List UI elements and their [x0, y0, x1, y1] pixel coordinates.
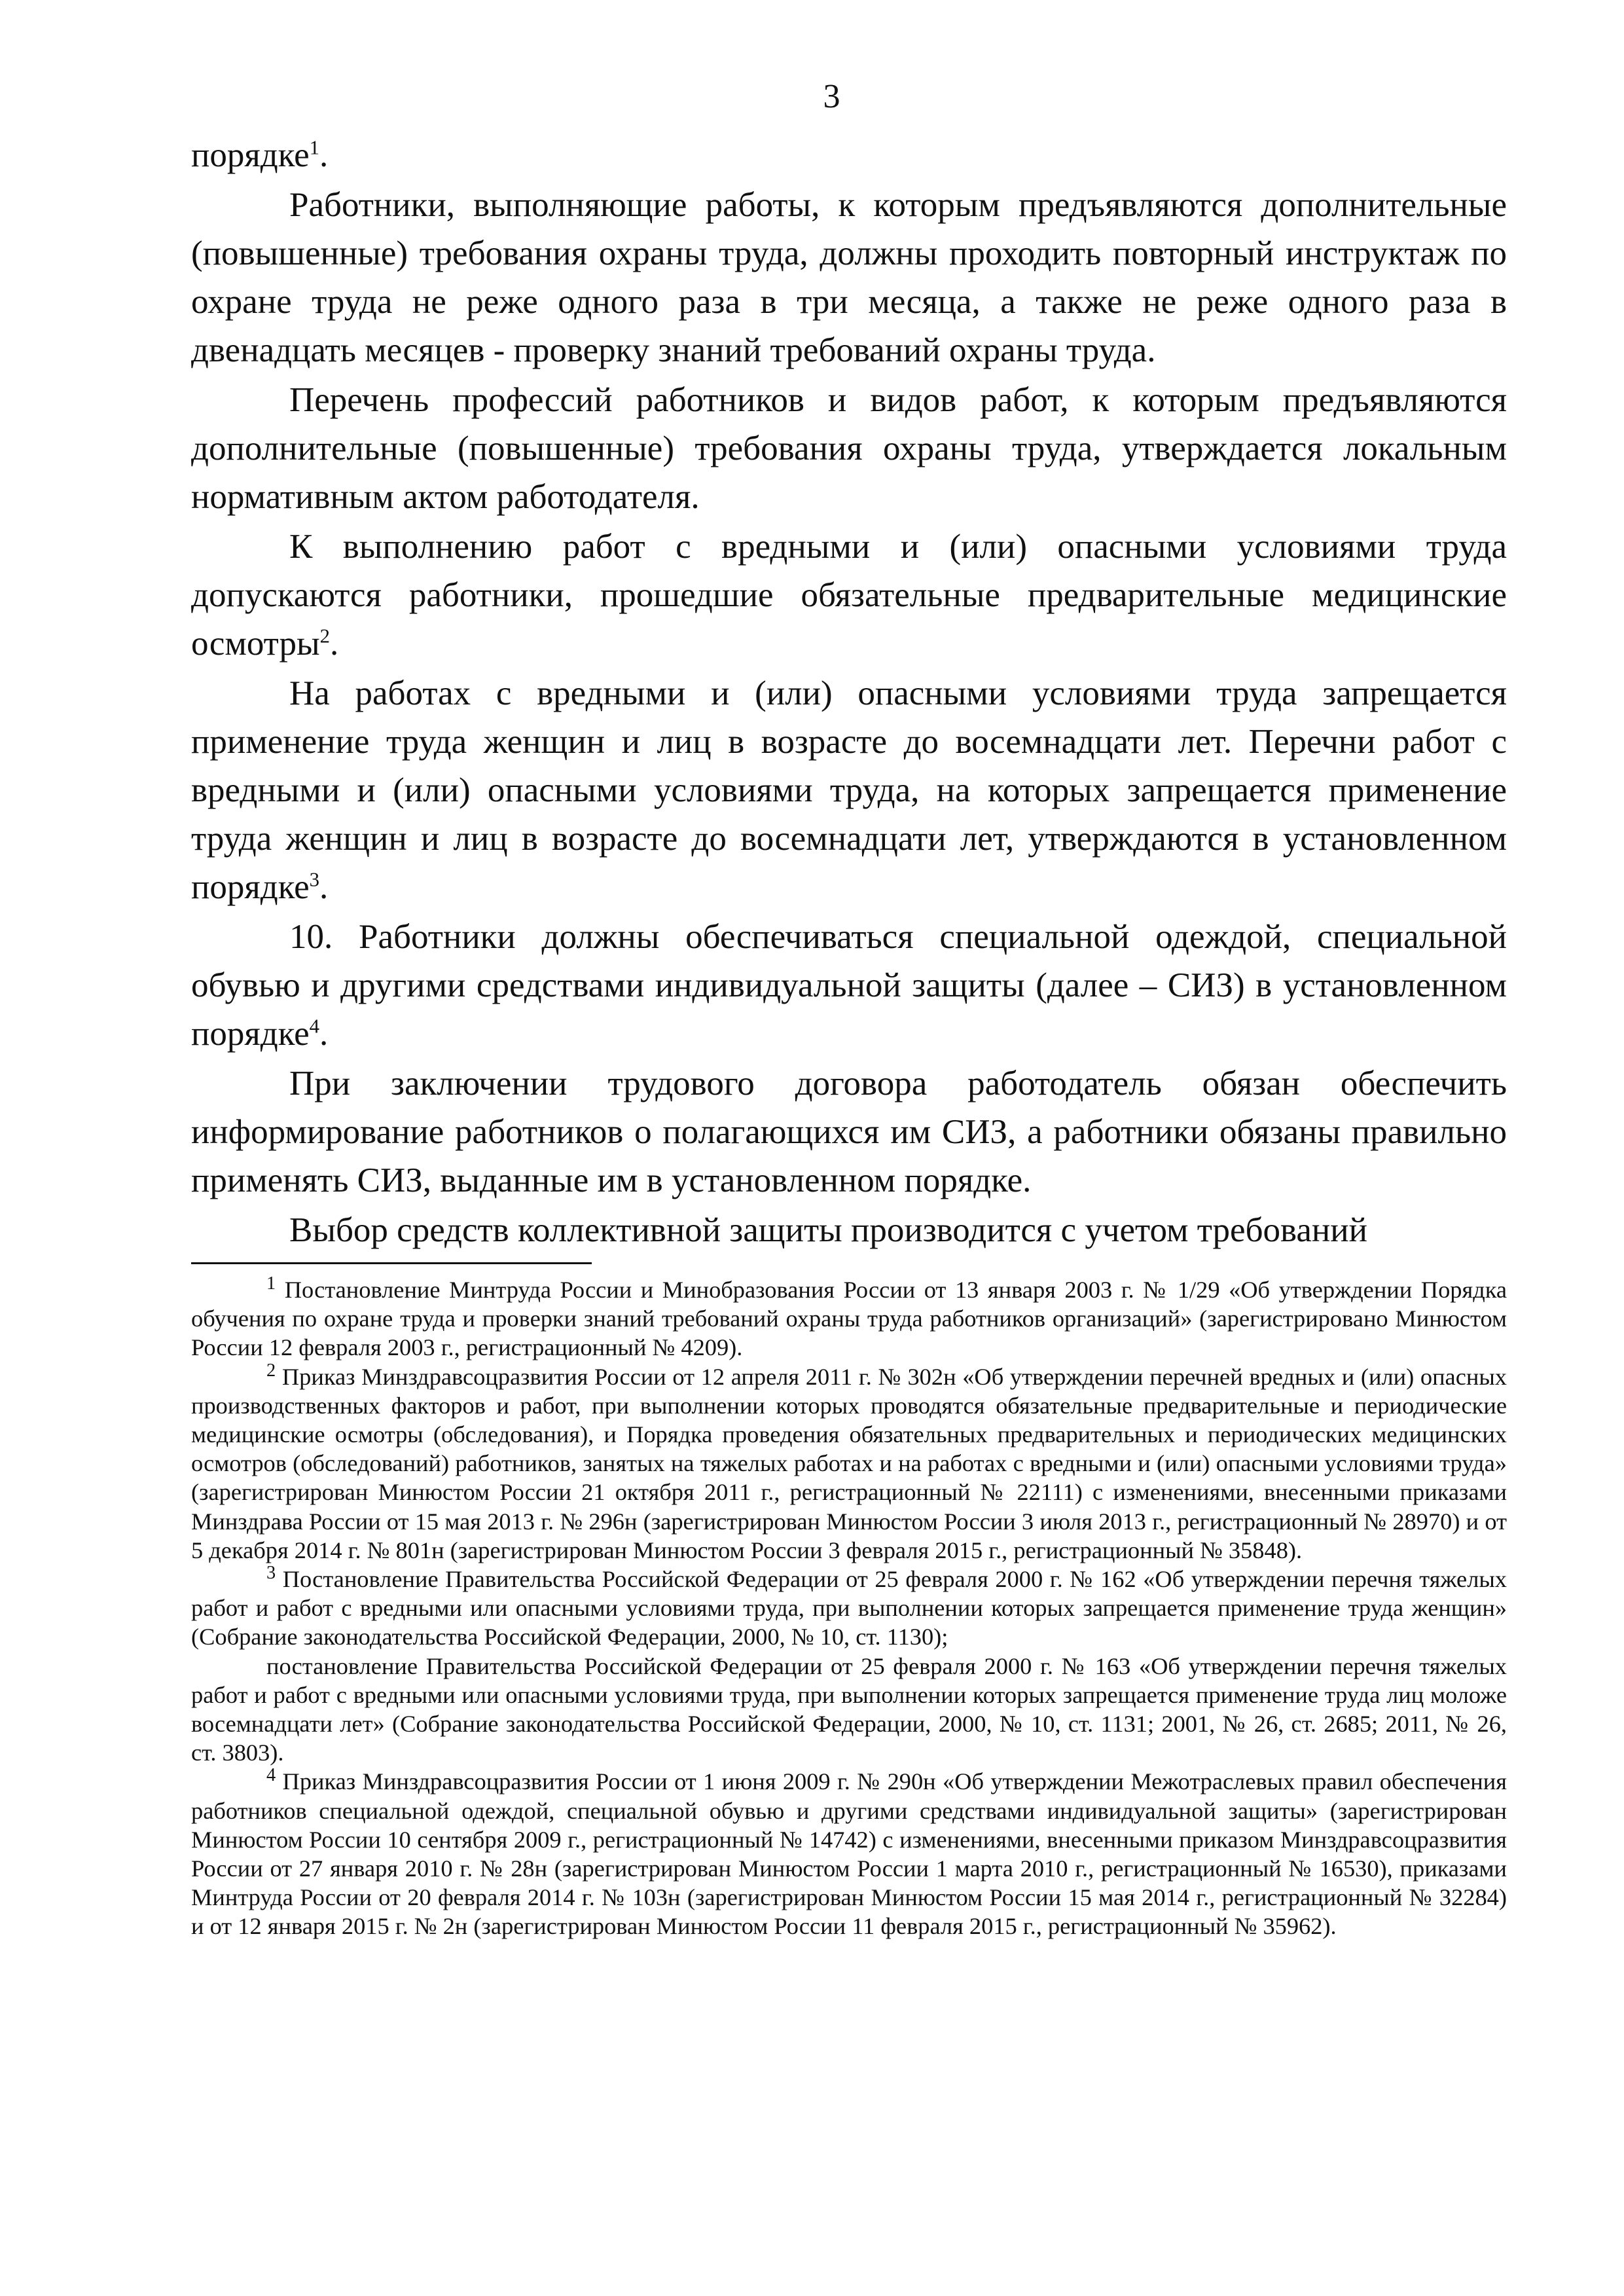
paragraph: [191, 913, 1507, 1058]
footnote-number: 2: [266, 1360, 276, 1381]
paragraph: [191, 669, 1507, 911]
footnote-text: постановление Правительства Российской Федерации от 25 февраля 2000 г. № 163 «Об утверждении перечня тяжелых работ и работ с вредными или опасными условиями труда, при выполнении которых запрещается применение труда лиц моложе восемнадцати лет» (Собрание законодательства Российской Федерации, 2000, № 10, ст. 1131; 2001, № 26, ст. 2685; 2011, № 26, ст. 3803).: [191, 1652, 1507, 1766]
footnote-text: Приказ Минздравсоцразвития России от 1 июня 2009 г. № 290н «Об утверждении Межотраслевых правил обеспечения работников специальной одеждой, специальной обувью и другими средствами индивидуальной защиты» (зарегистрирован Минюстом России 10 сентября 2009 г., регистрационный № 14742) с изменениями, внесенными приказом Минздравсоцразвития России от 27 января 2010 г. № 28н (зарегистрирован Минюстом России 1 марта 2010 г., регистрационный № 16530), приказами Минтруда России от 20 февраля 2014 г. № 103н (зарегистрирован Минюстом России 15 мая 2014 г., регистрационный № 32284) и от 12 января 2015 г. № 2н (зарегистрирован Минюстом России 11 февраля 2015 г., регистрационный № 35962).: [191, 1768, 1507, 1940]
footnote-number: 3: [266, 1562, 276, 1583]
footnote: [191, 1275, 1507, 1362]
footnote-text: Приказ Минздравсоцразвития России от 12 апреля 2011 г. № 302н «Об утверждении перечней вредных и (или) опасных производственных факторов и работ, при выполнении которых проводятся обязательные предварительные и периодические медицинские осмотры (обследования), и Порядка проведения обязательных предварительных и периодических медицинских осмотров (обследований) работников, занятых на тяжелых работах и на работах с вредными и (или) опасными условиями труда» (зарегистрирован Минюстом России 21 октября 2011 г., регистрационный № 22111) с изменениями, внесенными приказами Минздрава России от 15 мая 2013 г. № 296н (зарегистрирован Минюстом России 3 июля 2013 г., регистрационный № 28970) и от 5 декабря 2014 г. № 801н (зарегистрирован Минюстом России 3 февраля 2015 г., регистрационный № 35848).: [191, 1363, 1507, 1563]
paragraph-tail: .: [329, 625, 339, 663]
paragraph: [191, 181, 1507, 374]
paragraph: [191, 376, 1507, 521]
paragraph: [191, 1059, 1507, 1205]
footnote-separator: [191, 1262, 592, 1264]
footnote: [191, 1362, 1507, 1565]
footnote-text: Постановление Минтруда России и Минобразования России от 13 января 2003 г. № 1/29 «Об утверждении Порядка обучения по охране труда и проверки знаний требований охраны труда работников организаций» (зарегистрировано Минюстом России 12 февраля 2003 г., регистрационный № 4209).: [191, 1277, 1507, 1361]
paragraph-text: порядке: [191, 136, 310, 174]
paragraph-continuation: [191, 131, 1507, 179]
footnote-ref: 3: [309, 868, 320, 891]
paragraph-text: Перечень профессий работников и видов работ, к которым предъявляются дополнительные (повышенные) требования охраны труда, утверждается локальным нормативным актом работодателя.: [191, 381, 1507, 516]
paragraph-text: К выполнению работ с вредными и (или) опасными условиями труда допускаются работники, прошедшие обязательные предварительные медицинские осмотры: [191, 528, 1507, 663]
paragraph-text: При заключении трудового договора работодатель обязан обеспечить информирование работников о полагающихся им СИЗ, а работники обязаны правильно применять СИЗ, выданные им в установленном порядке.: [191, 1065, 1507, 1199]
paragraph-text: Выбор средств коллективной защиты производится с учетом требований: [289, 1211, 1367, 1249]
footnote-ref: 4: [309, 1015, 320, 1038]
footnote-number: 4: [266, 1765, 276, 1786]
paragraph-tail: .: [319, 868, 329, 906]
footnote: [191, 1767, 1507, 1941]
paragraph: [191, 522, 1507, 668]
paragraph: [191, 1206, 1507, 1254]
footnote-ref: 1: [309, 136, 320, 159]
footnote: [191, 1562, 1507, 1652]
footnotes: [191, 1275, 1507, 1941]
footnote-ref: 2: [319, 625, 330, 647]
paragraph-tail: .: [319, 136, 329, 174]
footnote: [191, 1652, 1507, 1768]
page-number: 3: [823, 78, 840, 115]
footnote-text: Постановление Правительства Российской Федерации от 25 февраля 2000 г. № 162 «Об утверждении перечня тяжелых работ и работ с вредными или опасными условиями труда, при выполнении которых запрещается применение труда женщин» (Собрание законодательства Российской Федерации, 2000, № 10, ст. 1130);: [191, 1566, 1507, 1650]
paragraph-text: На работах с вредными и (или) опасными условиями труда запрещается применение труда женщин и лиц в возрасте до восемнадцати лет. Перечни работ с вредными и (или) опасными условиями труда, на которых запрещается применение труда женщин и лиц в возрасте до восемнадцати лет, утверждаются в установленном порядке: [191, 674, 1507, 906]
footnote-number: 1: [266, 1273, 276, 1294]
paragraph-tail: .: [319, 1015, 329, 1053]
paragraph-text: Работники, выполняющие работы, к которым предъявляются дополнительные (повышенные) требования охраны труда, должны проходить повторный инструктаж по охране труда не реже одного раза в три месяца, а также не реже одного раза в двенадцать месяцев - проверку знаний требований охраны труда.: [191, 186, 1507, 369]
paragraph-text: 10. Работники должны обеспечиваться специальной одеждой, специальной обувью и другими средствами индивидуальной защиты (далее – СИЗ) в установленном порядке: [191, 918, 1507, 1053]
main-text: [191, 131, 1507, 1256]
